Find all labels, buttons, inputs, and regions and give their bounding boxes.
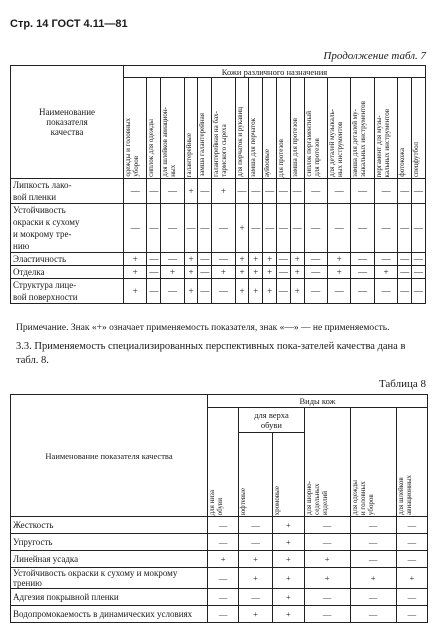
cell-value: — bbox=[328, 179, 351, 204]
cell-value: — bbox=[208, 568, 239, 589]
table-8-column-header bbox=[239, 433, 273, 517]
cell-value: + bbox=[161, 266, 184, 279]
cell-value: + bbox=[272, 589, 304, 606]
table-8-column-label: для шорно- седельных изделий bbox=[304, 481, 329, 515]
cell-value: — bbox=[147, 204, 161, 253]
table-8 bbox=[10, 394, 428, 623]
cell-value: — bbox=[398, 253, 412, 266]
cell-value: — bbox=[208, 606, 239, 623]
table-row bbox=[11, 589, 428, 606]
cell-value: — bbox=[124, 179, 147, 204]
cell-value: + bbox=[272, 534, 304, 551]
table-row bbox=[11, 517, 428, 534]
cell-value: — bbox=[147, 179, 161, 204]
cell-value: — bbox=[374, 279, 397, 304]
cell-value: — bbox=[304, 589, 350, 606]
cell-value: + bbox=[235, 266, 249, 279]
table-7-column-label: замша для протезов bbox=[290, 117, 299, 177]
cell-value: + bbox=[239, 551, 273, 568]
table-7-column-label: пергамент для музы- кальных инструментов bbox=[374, 108, 391, 177]
cell-value: — bbox=[208, 589, 239, 606]
cell-value: — bbox=[147, 279, 161, 304]
cell-value: — bbox=[396, 534, 427, 551]
cell-value: — bbox=[161, 204, 184, 253]
cell-value: + bbox=[396, 568, 427, 589]
cell-value: + bbox=[272, 568, 304, 589]
cell-value: + bbox=[272, 551, 304, 568]
table-7 bbox=[10, 65, 426, 304]
table-7-column-label: галантерейная на бах- тармского сыреха bbox=[212, 111, 229, 177]
cell-value: — bbox=[396, 517, 427, 534]
cell-value: — bbox=[412, 279, 426, 304]
table-8-column-header bbox=[272, 433, 304, 517]
cell-value: — bbox=[304, 279, 327, 304]
table-row bbox=[11, 568, 428, 589]
cell-value: — bbox=[124, 204, 147, 253]
cell-value: + bbox=[184, 179, 198, 204]
row-label: Упругость bbox=[11, 534, 208, 551]
cell-value: — bbox=[208, 534, 239, 551]
cell-value: — bbox=[350, 534, 396, 551]
table-7-column-label: замша для перчаток bbox=[249, 117, 258, 177]
cell-value: — bbox=[374, 204, 397, 253]
cell-value: — bbox=[351, 179, 374, 204]
row-label: Жесткость bbox=[11, 517, 208, 534]
cell-value: — bbox=[304, 534, 350, 551]
table-7-column-label: для перчаток и рукавиц bbox=[235, 107, 244, 177]
cell-value: — bbox=[239, 517, 273, 534]
cell-value: — bbox=[304, 266, 327, 279]
table-7-column-header bbox=[351, 78, 374, 179]
table-8-group-row bbox=[11, 395, 428, 408]
cell-value: + bbox=[290, 279, 304, 304]
table-7-column-header bbox=[161, 78, 184, 179]
cell-value: — bbox=[374, 179, 397, 204]
table-row bbox=[11, 266, 426, 279]
cell-value: + bbox=[235, 279, 249, 304]
cell-value: — bbox=[412, 179, 426, 204]
table-7-column-header bbox=[412, 78, 426, 179]
cell-value: + bbox=[184, 266, 198, 279]
table-7-column-label: галантерейные bbox=[184, 132, 193, 177]
table-7-column-label: для деталей музыкаль- ных инструментов bbox=[328, 109, 344, 177]
cell-value: — bbox=[198, 279, 212, 304]
table-7-column-header bbox=[184, 78, 198, 179]
table-7-column-header bbox=[235, 78, 249, 179]
cell-value: — bbox=[350, 517, 396, 534]
row-label: Отделка bbox=[11, 266, 124, 279]
cell-value: — bbox=[304, 606, 350, 623]
table-8-corner: Наименование показателя качества bbox=[11, 395, 208, 517]
cell-value: — bbox=[263, 179, 277, 204]
cell-value: — bbox=[398, 179, 412, 204]
cell-value: + bbox=[272, 606, 304, 623]
cell-value: — bbox=[304, 517, 350, 534]
row-label: Линейная усадка bbox=[11, 551, 208, 568]
cell-value: — bbox=[398, 279, 412, 304]
table-7-column-label: для протезов bbox=[277, 138, 285, 177]
table-row bbox=[11, 534, 428, 551]
row-label: Устойчивость окраски к сухому и мокрому трению bbox=[11, 568, 208, 589]
cell-value: + bbox=[263, 253, 277, 266]
table-7-column-header bbox=[277, 78, 291, 179]
cell-value: — bbox=[212, 279, 235, 304]
cell-value: — bbox=[351, 266, 374, 279]
table-8-column-header bbox=[396, 408, 427, 517]
cell-value: — bbox=[351, 279, 374, 304]
cell-value: — bbox=[161, 179, 184, 204]
table-7-column-label: сиплок для одежды bbox=[147, 119, 156, 177]
cell-value: + bbox=[328, 266, 351, 279]
table-row bbox=[11, 606, 428, 623]
table-7-column-header bbox=[212, 78, 235, 179]
cell-value: + bbox=[124, 279, 147, 304]
cell-value: — bbox=[351, 253, 374, 266]
cell-value: — bbox=[412, 266, 426, 279]
table-8-column-label: хромовые bbox=[272, 485, 281, 515]
cell-value: — bbox=[396, 589, 427, 606]
table-7-column-label: замша для деталей му- зыкальных инструментов bbox=[351, 101, 368, 177]
cell-value: — bbox=[290, 204, 304, 253]
cell-value: — bbox=[277, 204, 291, 253]
cell-value: — bbox=[239, 589, 273, 606]
table-7-column-label: сиплок пергаментный для протезов bbox=[304, 111, 321, 177]
table-7-column-header bbox=[249, 78, 263, 179]
cell-value: — bbox=[147, 253, 161, 266]
cell-value: + bbox=[249, 253, 263, 266]
cell-value: + bbox=[328, 253, 351, 266]
cell-value: — bbox=[198, 253, 212, 266]
table-8-column-label: юфтевые bbox=[239, 487, 248, 515]
table-7-note: Примечание. Знак «+» означает применяемость показателя, знак «—» — не применяемость. bbox=[16, 323, 390, 333]
cell-value: + bbox=[350, 568, 396, 589]
cell-value: — bbox=[263, 204, 277, 253]
cell-value: — bbox=[290, 179, 304, 204]
cell-value: — bbox=[239, 534, 273, 551]
table-7-column-label: замша галантерейная bbox=[198, 113, 207, 177]
cell-value: — bbox=[328, 204, 351, 253]
cell-value: — bbox=[304, 179, 327, 204]
row-label: Адгезия покрывной пленки bbox=[11, 589, 208, 606]
continuation-label: Продолжение табл. 7 bbox=[323, 50, 426, 62]
table-7-column-label: для шлейков авиацион- ных bbox=[161, 107, 178, 177]
table-8-subgroup-header: для верха обуви bbox=[239, 408, 304, 433]
cell-value: — bbox=[398, 266, 412, 279]
cell-value: + bbox=[249, 279, 263, 304]
table-row bbox=[11, 204, 426, 253]
cell-value: — bbox=[328, 279, 351, 304]
table-8-column-header bbox=[208, 408, 239, 517]
table-8-group-header: Виды кож bbox=[208, 395, 428, 408]
cell-value: — bbox=[350, 551, 396, 568]
cell-value: + bbox=[124, 253, 147, 266]
cell-value: — bbox=[277, 279, 291, 304]
cell-value: — bbox=[249, 204, 263, 253]
table-7-column-label: спецфутбол bbox=[412, 141, 421, 177]
cell-value: — bbox=[304, 204, 327, 253]
table-row bbox=[11, 179, 426, 204]
cell-value: — bbox=[161, 279, 184, 304]
cell-value: — bbox=[161, 253, 184, 266]
row-label: Устойчивость окраски к сухому и мокрому тре- нию bbox=[11, 204, 124, 253]
cell-value: — bbox=[396, 551, 427, 568]
table-7-column-header bbox=[328, 78, 351, 179]
cell-value: + bbox=[290, 253, 304, 266]
cell-value: — bbox=[398, 204, 412, 253]
table-7-column-header bbox=[304, 78, 327, 179]
table-8-column-header bbox=[350, 408, 396, 517]
cell-value: — bbox=[277, 179, 291, 204]
table-7-column-header bbox=[398, 78, 412, 179]
cell-value: + bbox=[272, 517, 304, 534]
row-label: Водопромокаемость в динамических условиях bbox=[11, 606, 208, 623]
cell-value: — bbox=[208, 517, 239, 534]
cell-value: — bbox=[351, 204, 374, 253]
cell-value: + bbox=[263, 266, 277, 279]
cell-value: + bbox=[290, 266, 304, 279]
table-8-column-label: для одежды и головных уборов bbox=[350, 479, 375, 515]
cell-value: + bbox=[263, 279, 277, 304]
cell-value: + bbox=[304, 568, 350, 589]
cell-value: — bbox=[184, 204, 198, 253]
table-8-column-header bbox=[304, 408, 350, 517]
row-label: Липкость лако- вой пленки bbox=[11, 179, 124, 204]
cell-value: + bbox=[235, 204, 249, 253]
cell-value: + bbox=[304, 551, 350, 568]
table-7-column-header bbox=[147, 78, 161, 179]
cell-value: + bbox=[212, 266, 235, 279]
cell-value: — bbox=[350, 589, 396, 606]
table-8-caption: Таблица 8 bbox=[378, 378, 426, 390]
table-7-column-header bbox=[290, 78, 304, 179]
table-7-column-header bbox=[198, 78, 212, 179]
table-row bbox=[11, 551, 428, 568]
table-8-column-label: для низа обуви bbox=[208, 489, 224, 515]
table-7-column-header bbox=[374, 78, 397, 179]
cell-value: — bbox=[235, 179, 249, 204]
cell-value: — bbox=[412, 204, 426, 253]
cell-value: — bbox=[412, 253, 426, 266]
cell-value: — bbox=[198, 266, 212, 279]
cell-value: + bbox=[239, 606, 273, 623]
cell-value: + bbox=[235, 253, 249, 266]
cell-value: — bbox=[198, 179, 212, 204]
table-7-column-header bbox=[263, 78, 277, 179]
cell-value: — bbox=[198, 204, 212, 253]
cell-value: — bbox=[396, 606, 427, 623]
table-7-column-label: одежды и головных уборов bbox=[124, 118, 140, 177]
table-7-column-label: фотокожа bbox=[398, 148, 407, 177]
cell-value: — bbox=[147, 266, 161, 279]
cell-value: + bbox=[184, 253, 198, 266]
table-7-corner: Наименование показателя качества bbox=[11, 66, 124, 179]
table-7-group-header: Кожи различного назначения bbox=[124, 66, 426, 78]
cell-value: + bbox=[124, 266, 147, 279]
cell-value: — bbox=[374, 253, 397, 266]
cell-value: + bbox=[239, 568, 273, 589]
page-header: Стр. 14 ГОСТ 4.11—81 bbox=[10, 18, 128, 30]
section-3-3: 3.3. Применяемость специализированных перспективных пока-зателей качества дана в табл. 8. bbox=[16, 341, 406, 366]
cell-value: — bbox=[212, 253, 235, 266]
table-7-group-row bbox=[11, 66, 426, 78]
cell-value: — bbox=[304, 253, 327, 266]
cell-value: + bbox=[374, 266, 397, 279]
cell-value: + bbox=[212, 179, 235, 204]
cell-value: — bbox=[249, 179, 263, 204]
table-row bbox=[11, 253, 426, 266]
row-label: Структура лице- вой поверхности bbox=[11, 279, 124, 304]
cell-value: — bbox=[277, 253, 291, 266]
row-label: Эластичность bbox=[11, 253, 124, 266]
cell-value: + bbox=[208, 551, 239, 568]
cell-value: + bbox=[184, 279, 198, 304]
table-row bbox=[11, 279, 426, 304]
cell-value: — bbox=[212, 204, 235, 253]
table-7-body bbox=[11, 179, 426, 304]
table-7-column-header bbox=[124, 78, 147, 179]
cell-value: + bbox=[249, 266, 263, 279]
table-8-body bbox=[11, 517, 428, 623]
cell-value: — bbox=[277, 266, 291, 279]
table-7-column-label: ауйоовые bbox=[263, 148, 272, 177]
table-8-column-label: для шлейков авиационных bbox=[396, 475, 413, 515]
cell-value: — bbox=[350, 606, 396, 623]
